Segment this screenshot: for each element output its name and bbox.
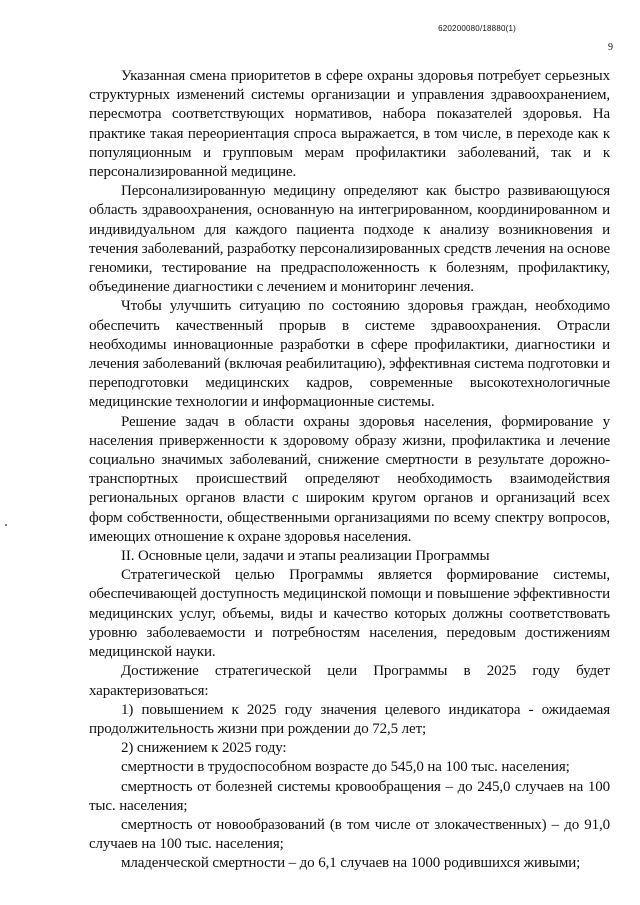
margin-mark <box>5 524 7 526</box>
list-item: 1) повышением к 2025 году значения целевого индикатора - ожидаемая продолжительность жизни при рождении до 72,5 лет; <box>89 701 610 737</box>
section-heading: II. Основные цели, задачи и этапы реализации Программы <box>121 548 490 565</box>
list-item: смертности в трудоспособном возрасте до 545,0 на 100 тыс. населения; <box>121 759 570 776</box>
paragraph: Стратегической целью Программы является формирование системы, обеспечивающей доступность медицинской помощи и повышение эффективности медицинских услуг, объемы, виды и качество которых должны соответствовать уровню заболеваемости и потребностям населения, передовым достижениям медицинской науки. <box>89 567 610 661</box>
list-item: смертность от новообразований (в том числе от злокачественных) – до 91,0 случаев на 100 тыс. населения; <box>89 816 610 853</box>
paragraph: Указанная смена приоритетов в сфере охраны здоровья потребует серьезных структурных изменений системы организации и управления здравоохранением, пересмотра соответствующих нормативов, набора показателей здоровья. На практике такая переориентация спроса выражается, в том числе, в переходе как к популяционным и групповым мерам профилактики заболеваний, так и к персонализированной медицине. <box>89 68 610 181</box>
paragraph: Чтобы улучшить ситуацию по состоянию здоровья граждан, необходимо обеспечить качественный прорыв в системе здравоохранения. Отрасли необходимы инновационные разработки в сфере профилактики, диагностики и лечения заболеваний (включая реабилитацию), эффективная система подготовки и переподготовки медицинских кадров, современные высокотехнологичные медицинские технологии и информационные системы. <box>89 298 610 411</box>
page-number: 9 <box>608 42 613 53</box>
list-item: младенческой смертности – до 6,1 случаев на 1000 родившихся живыми; <box>121 855 581 872</box>
paragraph: Персонализированную медицину определяют как быстро развивающуюся область здравоохранения, основанную на интегрированном, координированном и индивидуальном для каждого пациента подходе к анализу возникновения и течения заболеваний, разработку персонализированных средств лечения на основе геномики, тестирование на предрасположенность к болезням, профилактику, объединение диагностики с лечением и мониторинг лечения. <box>89 183 611 296</box>
list-item: смертность от болезней системы кровообращения – до 245,0 случаев на 100 тыс. населения; <box>89 778 610 814</box>
page-body <box>89 67 610 874</box>
paragraph: Решение задач в области охраны здоровья населения, формирование у населения приверженности к здоровому образу жизни, профилактика и лечение социально значимых заболеваний, снижение смертности в результате дорожно-транспортных происшествий определяют необходимость взаимодействия региональных органов власти с широким кругом органов и организаций всех форм собственности, общественными организациями по всему спектру вопросов, имеющих отношение к охране здоровья населения. <box>89 413 610 545</box>
paragraph: Достижение стратегической цели Программы в 2025 году будет характеризоваться: <box>89 663 610 699</box>
document-code: 620200080/18880(1) <box>438 24 516 33</box>
list-item: 2) снижением к 2025 году: <box>121 740 287 757</box>
